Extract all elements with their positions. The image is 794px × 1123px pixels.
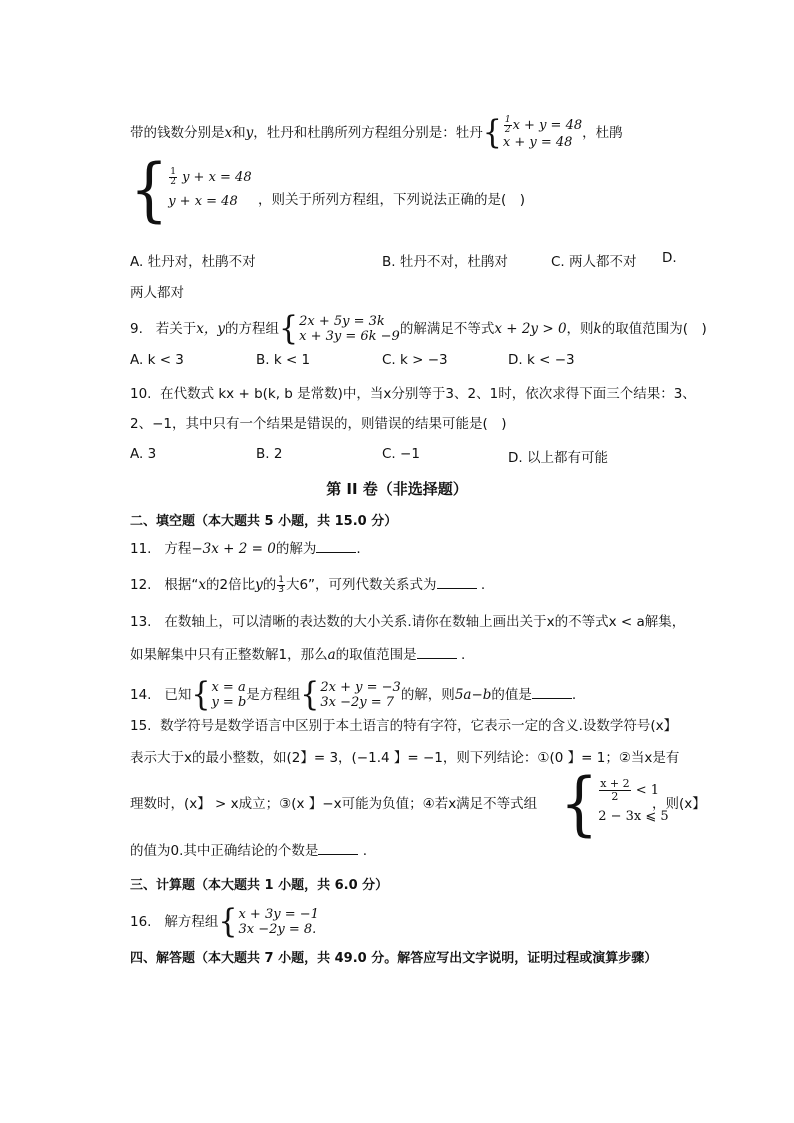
answer-blank[interactable]	[316, 540, 356, 553]
q8-option-c[interactable]: C. 两人都不对	[551, 254, 637, 270]
q9-system: { 2x + 5y = 3k x + 3y = 6k −9	[279, 309, 400, 348]
q15-line4: 的值为0.其中正确结论的个数是 .	[130, 843, 367, 859]
q15-line1: 15. 数学符号是数学语言中区别于本土语言的特有字符，它表示一定的含义.设数学符号(x】	[130, 718, 678, 734]
question-number: 9.	[130, 321, 143, 337]
dujuan-system: { $\frac{1}{2}$ y + x = 48 y + x = 48	[130, 149, 252, 231]
q15-line3-end: ，则(x】	[652, 796, 706, 812]
q10-option-d[interactable]: D. 以上都有可能	[508, 450, 608, 466]
answer-blank[interactable]	[532, 686, 572, 699]
text: 和	[232, 125, 246, 141]
section3-heading: 三、计算题（本大题共 1 小题，共 6.0 分）	[130, 878, 389, 893]
var-x: x	[224, 125, 233, 141]
fraction: $\frac{1}{2}$	[170, 167, 176, 187]
part2-title: 第 II 卷（非选择题）	[326, 480, 468, 498]
mudan-system: { $\frac{1}{2}$ x + y = 48 x + y = 48	[482, 113, 583, 152]
q14-system2: { 2x + y = −3 3x −2y = 7	[300, 675, 401, 714]
text: ，牡丹和杜鹃所列方程组分别是：牡丹	[253, 125, 483, 141]
q8-line1	[130, 113, 623, 152]
q16: 16. 解方程组 { x + 3y = −1 3x −2y = 8.	[130, 902, 319, 941]
var-y: y	[245, 125, 254, 141]
mudan-row2: x + y = 48	[502, 135, 573, 150]
q8-option-d[interactable]: D.	[662, 250, 677, 266]
mudan-row1: $\frac{1}{2}$ x + y = 48	[504, 115, 583, 135]
section2-heading: 二、填空题（本大题共 5 小题，共 15.0 分）	[130, 514, 398, 529]
q13-line1: 13. 在数轴上，可以清晰的表达数的大小关系.请你在数轴上画出关于x的不等式x < a解集，	[130, 614, 686, 630]
q16-system: { x + 3y = −1 3x −2y = 8.	[218, 902, 319, 941]
answer-blank[interactable]	[417, 646, 457, 659]
q11: 11. 方程−3x + 2 = 0的解为 .	[130, 541, 361, 557]
q9-option-b[interactable]: B. k < 1	[256, 352, 311, 368]
q10-line1: 10. 在代数式 kx + b(k, b 是常数)中，当x分别等于3、2、1时，依次求得下面三个结果：3、	[130, 386, 696, 402]
q12: 12. 根据“x的2倍比y的 $\frac{1}{3}$ 大6”，可列代数关系式为 .	[130, 574, 486, 595]
q8-line2: ，则关于所列方程组，下列说法正确的是( )	[258, 192, 526, 208]
answer-blank[interactable]	[318, 842, 358, 855]
q13-line2: 如果解集中只有正整数解1，那么a的取值范围是 .	[130, 647, 466, 663]
q10-line2: 2、−1，其中只有一个结果是错误的，则错误的结果可能是( )	[130, 416, 507, 432]
section4-heading: 四、解答题（本大题共 7 小题，共 49.0 分。解答应写出文字说明，证明过程或演算步骤）	[130, 951, 658, 966]
q14: 14. 已知 { x = a y = b 是方程组 { 2x + y = −3 3x −2y = 7 的解，则5a−b的值是 .	[130, 675, 577, 714]
q14-system1: { x = a y = b	[191, 675, 247, 714]
q15-line3: 理数时，(x】 > x成立；③(x 】−x可能为负值；④若x满足不等式组	[130, 796, 538, 812]
q9-option-d[interactable]: D. k < −3	[508, 352, 575, 368]
dujuan-row1: $\frac{1}{2}$ y + x = 48	[170, 167, 252, 187]
text: 带的钱数分别是	[130, 125, 225, 141]
text: ，杜鹃	[582, 125, 623, 141]
q8-option-b[interactable]: B. 牡丹不对，杜鹃对	[382, 254, 508, 270]
q10-option-b[interactable]: B. 2	[256, 446, 283, 462]
q10-option-c[interactable]: C. −1	[382, 446, 420, 462]
q9-stem: 9. 若关于x，y的方程组 { 2x + 5y = 3k x + 3y = 6k −9 的解满足不等式x + 2y > 0，则k的取值范围为( )	[130, 309, 707, 348]
dujuan-row2: y + x = 48	[168, 194, 238, 209]
q9-option-a[interactable]: A. k < 3	[130, 352, 184, 368]
q15-line2: 表示大于x的最小整数，如(2】= 3，(−1.4 】= −1，则下列结论：①(0 】= 1；②当x是有	[130, 750, 680, 766]
q10-option-a[interactable]: A. 3	[130, 446, 157, 462]
answer-blank[interactable]	[437, 576, 477, 589]
fraction: $\frac{x + 2}{2}$	[600, 777, 630, 803]
q8-option-a[interactable]: A. 牡丹对，杜鹃不对	[130, 254, 256, 270]
q8-option-d-text: 两人都对	[130, 285, 184, 301]
q15-inequality-system: { $\frac{x + 2}{2}$ < 1 2 − 3x ⩽ 5	[560, 763, 669, 845]
q9-option-c[interactable]: C. k > −3	[382, 352, 448, 368]
fraction: $\frac{1}{3}$	[278, 574, 284, 595]
fraction: $\frac{1}{2}$	[504, 115, 511, 135]
